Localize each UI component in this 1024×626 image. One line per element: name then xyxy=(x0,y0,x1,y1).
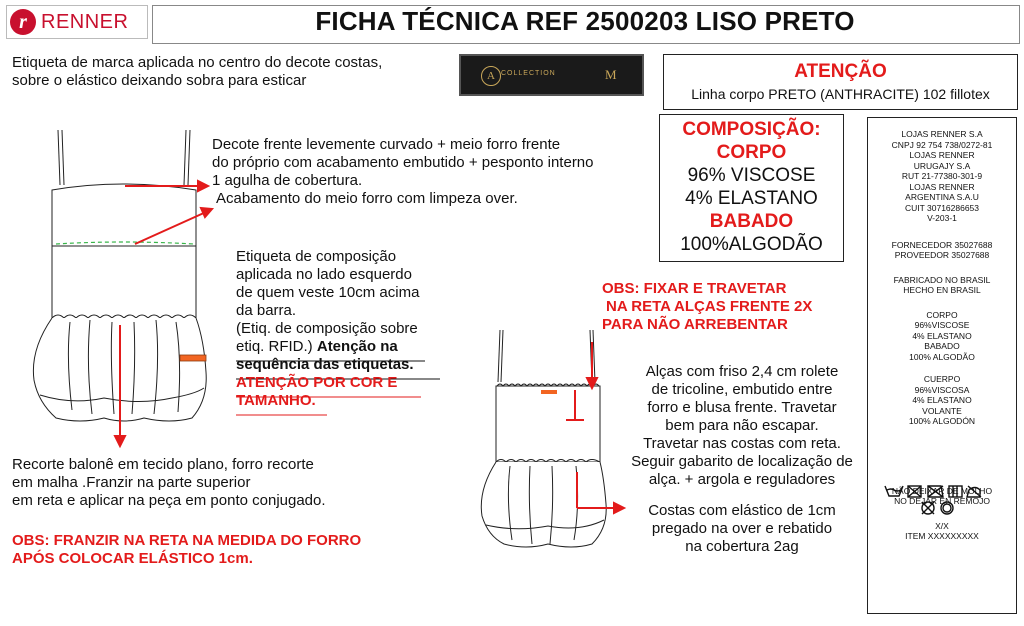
strap-note-line: Alças com friso 2,4 cm rolete xyxy=(645,363,839,380)
composition-body-1: 96% VISCOSE xyxy=(687,165,816,186)
balone-notes xyxy=(12,456,326,510)
care-label xyxy=(867,117,1017,614)
brand-label-letter: A xyxy=(481,66,501,86)
neckline-note-line: Decote frente levemente curvado + meio forro frente xyxy=(212,136,561,153)
care-line: 4% ELASTANO xyxy=(912,330,972,341)
comp-label-red: ATENÇÃO POR COR E xyxy=(236,374,398,391)
renner-logo xyxy=(6,5,148,39)
renner-logo-text: RENNER xyxy=(41,10,129,33)
attention-text: Linha corpo PRETO (ANTHRACITE) 102 fillotex xyxy=(691,86,990,102)
obs-straps xyxy=(602,280,812,334)
care-supplier xyxy=(868,240,1016,261)
back-note-line: pregado na over e rebatido xyxy=(651,520,833,537)
front-comp-label-marker xyxy=(180,355,206,361)
back-garment-drawing xyxy=(481,330,606,547)
composition-box xyxy=(659,114,844,262)
strap-note-line: alça. + argola e reguladores xyxy=(648,471,836,488)
obs-straps-line: NA RETA ALÇAS FRENTE 2X xyxy=(606,298,813,315)
care-line: CUERPO xyxy=(923,374,961,384)
strap-note-line: bem para não escapar. xyxy=(665,417,819,434)
care-line: LOJAS RENNER xyxy=(909,181,975,192)
care-warning xyxy=(868,486,1016,507)
composition-ruffle-1: 100%ALGODÃO xyxy=(680,234,823,255)
care-made-in xyxy=(868,275,1016,296)
care-line: FORNECEDOR 35027688 xyxy=(891,239,993,250)
obs-bottom-line: OBS: FRANZIR NA RETA NA MEDIDA DO FORRO xyxy=(12,532,362,549)
care-line: HECHO EN BRASIL xyxy=(903,285,981,295)
strap-notes xyxy=(620,363,864,489)
care-line: 96%VISCOSA xyxy=(914,384,970,395)
brand-label-note xyxy=(12,54,382,90)
care-line: VOLANTE xyxy=(922,405,962,416)
neckline-note-line: do próprio com acabamento embutido + pesponto interno xyxy=(212,154,594,171)
comp-label-attention: sequência das etiquetas. xyxy=(236,356,414,373)
care-line: CORPO xyxy=(926,309,958,320)
comp-label-note-line: aplicada no lado esquerdo xyxy=(236,266,412,283)
care-line: 96%VISCOSE xyxy=(914,320,970,330)
attention-title: ATENÇÃO xyxy=(794,61,887,82)
care-size-item xyxy=(868,521,1016,542)
back-notes xyxy=(620,502,864,556)
obs-straps-line: PARA NÃO ARREBENTAR xyxy=(602,316,788,333)
balone-note-line: em malha .Franzir na parte superior xyxy=(12,474,251,491)
brand-label-collection: COLLECTION xyxy=(501,70,556,77)
care-line: NO DEJAR EN REMOJO xyxy=(894,496,990,506)
comp-label-note-line: da barra. xyxy=(236,302,297,319)
composition-body-title: CORPO xyxy=(716,142,787,163)
brand-label-note-line: sobre o elástico deixando sobra para esticar xyxy=(12,72,307,89)
neckline-note-line: 1 agulha de cobertura. xyxy=(212,172,363,189)
balone-note-line: em reta e aplicar na peça em ponto conjugado. xyxy=(12,492,326,509)
page-title: FICHA TÉCNICA REF 2500203 LISO PRETO xyxy=(315,6,855,36)
strap-note-line: Travetar nas costas com reta. xyxy=(643,435,841,452)
care-company xyxy=(868,129,1016,224)
comp-label-note-line: (Etiq. de composição sobre xyxy=(236,320,418,337)
composition-ruffle-title: BABADO xyxy=(709,211,794,232)
composition-body-2: 4% ELASTANO xyxy=(685,188,818,209)
care-line: RUT 21-77380-301-9 xyxy=(901,171,983,181)
care-item-line: ITEM XXXXXXXXX xyxy=(905,531,979,541)
comp-label-note-line: Etiqueta de composição xyxy=(236,248,397,265)
care-line: PROVEEDOR 35027688 xyxy=(894,250,990,260)
care-line: FABRICADO NO BRASIL xyxy=(893,274,991,285)
care-line: 4% ELASTANO xyxy=(912,395,972,405)
neckline-note-line: Acabamento do meio forro com limpeza over. xyxy=(216,190,518,207)
obs-bottom-line: APÓS COLOCAR ELÁSTICO 1cm. xyxy=(12,550,253,567)
brand-label-size: M xyxy=(605,67,617,82)
strap-note-line: Seguir gabarito de localização de xyxy=(631,453,853,470)
care-size-line: X/X xyxy=(935,520,949,531)
care-line: CNPJ 92 754 738/0272-81 xyxy=(891,139,993,150)
comp-label-attention: Atenção na xyxy=(316,338,398,355)
care-line: BABADO xyxy=(924,341,960,351)
obs-straps-line: OBS: FIXAR E TRAVETAR xyxy=(602,280,787,297)
brand-label-image xyxy=(459,54,644,96)
composition-title: COMPOSIÇÃO: xyxy=(682,119,821,140)
strap-note-line: de tricoline, embutido entre xyxy=(651,381,833,398)
care-comp-es xyxy=(868,374,1016,427)
care-line: 100% ALGODÓN xyxy=(908,416,976,426)
care-comp-pt xyxy=(868,310,1016,363)
strap-note-line: forro e blusa frente. Travetar xyxy=(647,399,837,416)
brand-label-note-line: Etiqueta de marca aplicada no centro do decote costas, xyxy=(12,54,383,71)
care-line: 100% ALGODÃO xyxy=(909,351,975,362)
comp-label-notes xyxy=(236,248,419,410)
comp-label-note-line: etiq. RFID.) xyxy=(236,338,313,355)
care-line: ARGENTINA S.A.U xyxy=(905,192,979,202)
back-note-line: na cobertura 2ag xyxy=(685,538,799,555)
back-brand-label-marker xyxy=(541,390,557,394)
care-line: CUIT 30716286653 xyxy=(904,202,980,213)
care-line: URUGAJY S.A xyxy=(913,160,971,171)
neckline-notes xyxy=(212,136,594,208)
care-line: LOJAS RENNER xyxy=(909,150,975,160)
obs-bottom xyxy=(12,532,361,568)
care-line: NÃO DEIXAR DE MOLHO xyxy=(891,485,993,496)
attention-box xyxy=(663,54,1018,110)
back-note-line: Costas com elástico de 1cm xyxy=(648,502,836,519)
comp-label-red: TAMANHO. xyxy=(236,392,316,409)
care-line: LOJAS RENNER S.A xyxy=(901,129,983,139)
comp-label-note-line: de quem veste 10cm acima xyxy=(236,284,420,301)
balone-note-line: Recorte balonê em tecido plano, forro recorte xyxy=(12,456,314,473)
care-line: V-203-1 xyxy=(927,213,957,223)
renner-logo-mark: r xyxy=(10,9,36,35)
